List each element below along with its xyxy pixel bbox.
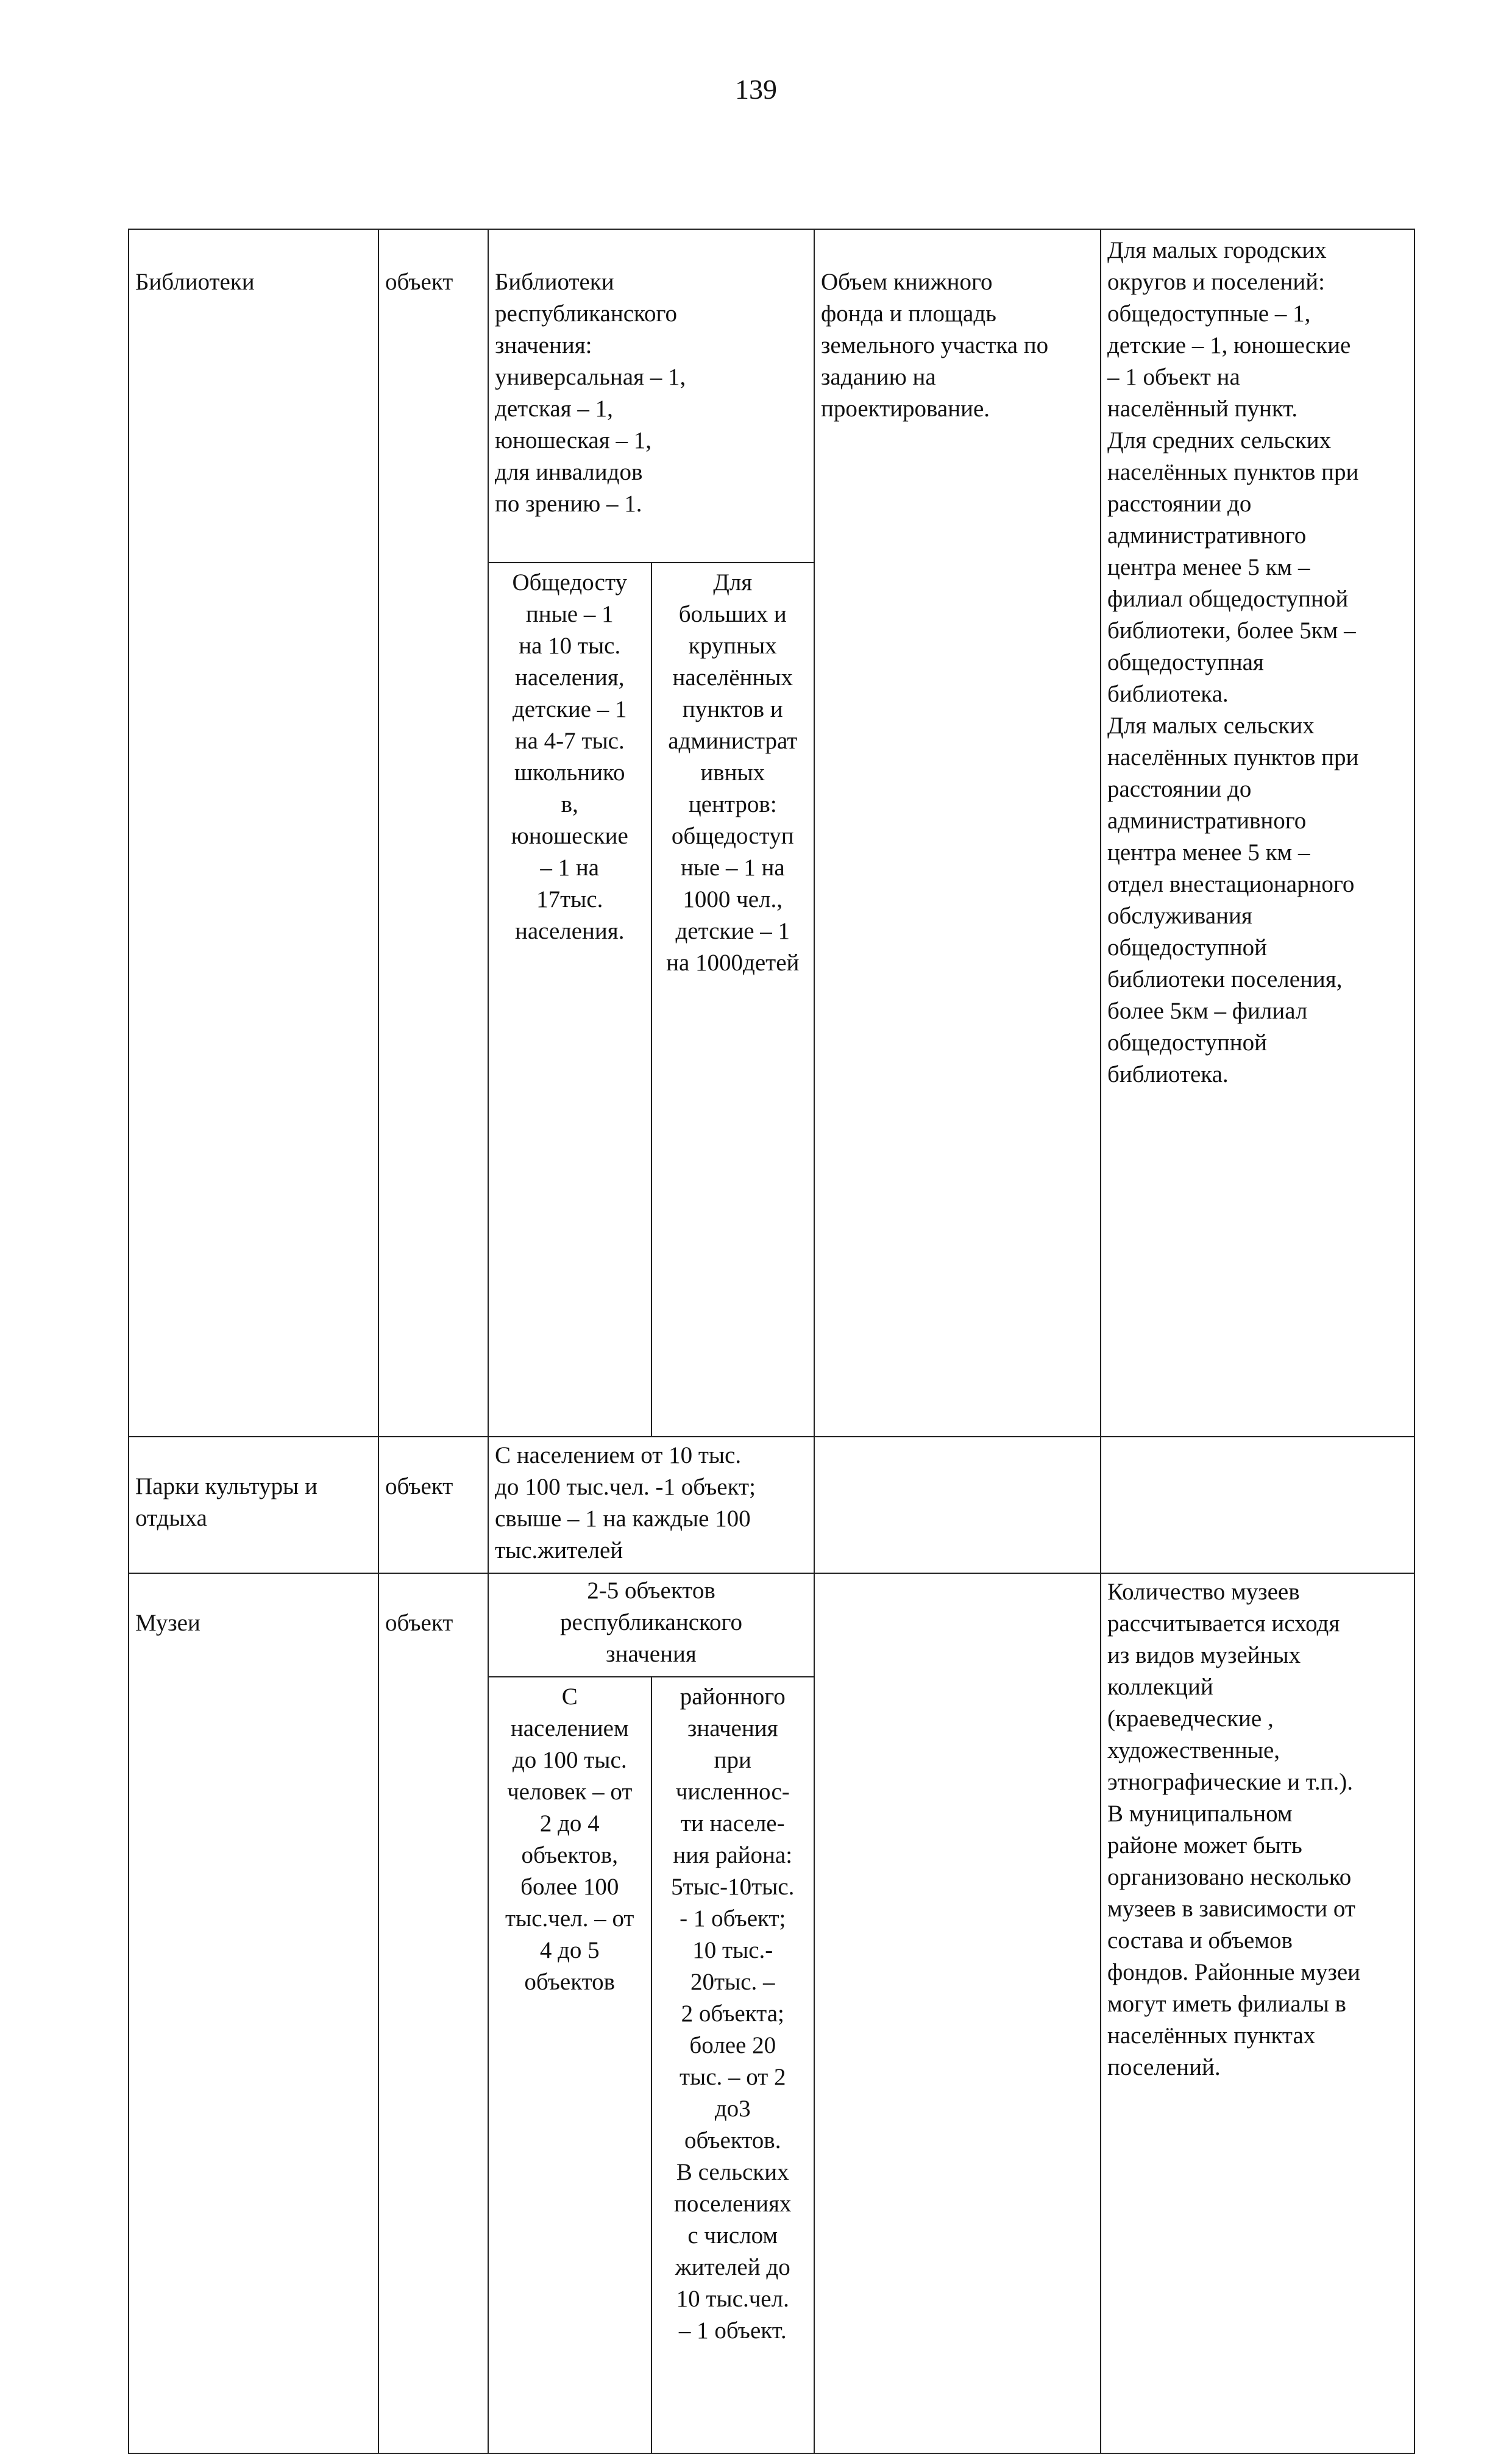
cell-area [814,229,1101,1437]
notes-text [1101,1437,1414,1456]
cell-norm [488,1437,814,1573]
notes-text: Для малых городских округов и поселений: общедоступные – 1, детские – 1, юношеские – 1 объект на населённый пункт. Для средних сельских населённых пунктов при расстоянии до административного центра менее 5 км – филиал общедоступной библиотеки, более 5км – общедоступная библиотека. Для малых сельских населённых пунктов при расстоянии до административного центра менее 5 км – отдел внестационарного обслуживания общедоступной библиотеки поселения, более 5км – филиал общедоступной библиотека. [1107,237,1359,1087]
unit-label: объект [385,1610,453,1636]
facility-name: Библиотеки [135,269,255,295]
table-row-museums [129,1573,1414,2453]
cell-unit [378,1573,488,2453]
cell-area [814,1573,1101,2453]
cell-name [129,229,378,1437]
unit-label: объект [385,1473,453,1499]
norm-settlement-size: С населением до 100 тыс. человек – от 2 до 4 объектов, более 100 тыс.чел. – от 4 до 5 объектов [489,1677,651,2453]
area-text: Объем книжного фонда и площадь земельного участка по заданию на проектирование. [821,269,1049,422]
facility-name: Музеи [135,1610,201,1636]
norm-district: районного значения при численнос- ти населе- ния района: 5тыс-10тыс. - 1 объект; 10 тыс.- 20тыс. – 2 объекта; более 20 тыс. – от 2 до3 объектов. В сельских поселениях с числом жителей до 10 тыс.чел. – 1 объект. [671,1684,795,2344]
cell-norm [488,229,814,1437]
norm-public: Общедосту пные – 1 на 10 тыс. населения, детские – 1 на 4-7 тыс. школьнико в, юношеские – 1 на 17тыс. населения. [489,563,651,1436]
area-text [815,1574,1100,1592]
cell-unit [378,1437,488,1573]
norm-text: С населением от 10 тыс. до 100 тыс.чел. -1 объект; свыше – 1 на каждые 100 тыс.жителей [495,1442,756,1563]
cell-name [129,1437,378,1573]
area-text [815,1437,1100,1456]
cell-name [129,1573,378,2453]
cell-unit [378,229,488,1437]
norm-republican: 2-5 объектов республиканского значения [489,1574,814,1677]
notes-text: Количество музеев рассчитывается исходя из видов музейных коллекций (краеведческие , художественные, этнографические и т.п.). В муниципальном районе может быть организовано несколько музеев в зависимости от состава и объемов фондов. Районные музеи могут иметь филиалы в населённых пунктах поселений. [1107,1579,1361,2080]
unit-label: объект [385,269,453,295]
norm-subtable [489,1574,814,2453]
cell-notes [1101,229,1414,1437]
page-number: 139 [735,74,777,105]
cell-norm [488,1573,814,2453]
norm-subtable [489,230,814,1436]
table-row-libraries [129,229,1414,1437]
norm-large-settlements: Для больших и крупных населённых пунктов и администрат ивных центров: общедоступ ные – 1 на 1000 чел., детские – 1 на 1000детей [666,569,800,976]
norm-republican: Библиотеки республиканского значения: универсальная – 1, детская – 1, юношеская – 1, для инвалидов по зрению – 1. [489,230,814,563]
cell-notes [1101,1573,1414,2453]
table-row-parks [129,1437,1414,1573]
facilities-table [128,229,1415,2454]
cell-notes [1101,1437,1414,1573]
facility-name: Парки культуры и отдыха [135,1473,318,1531]
cell-area [814,1437,1101,1573]
